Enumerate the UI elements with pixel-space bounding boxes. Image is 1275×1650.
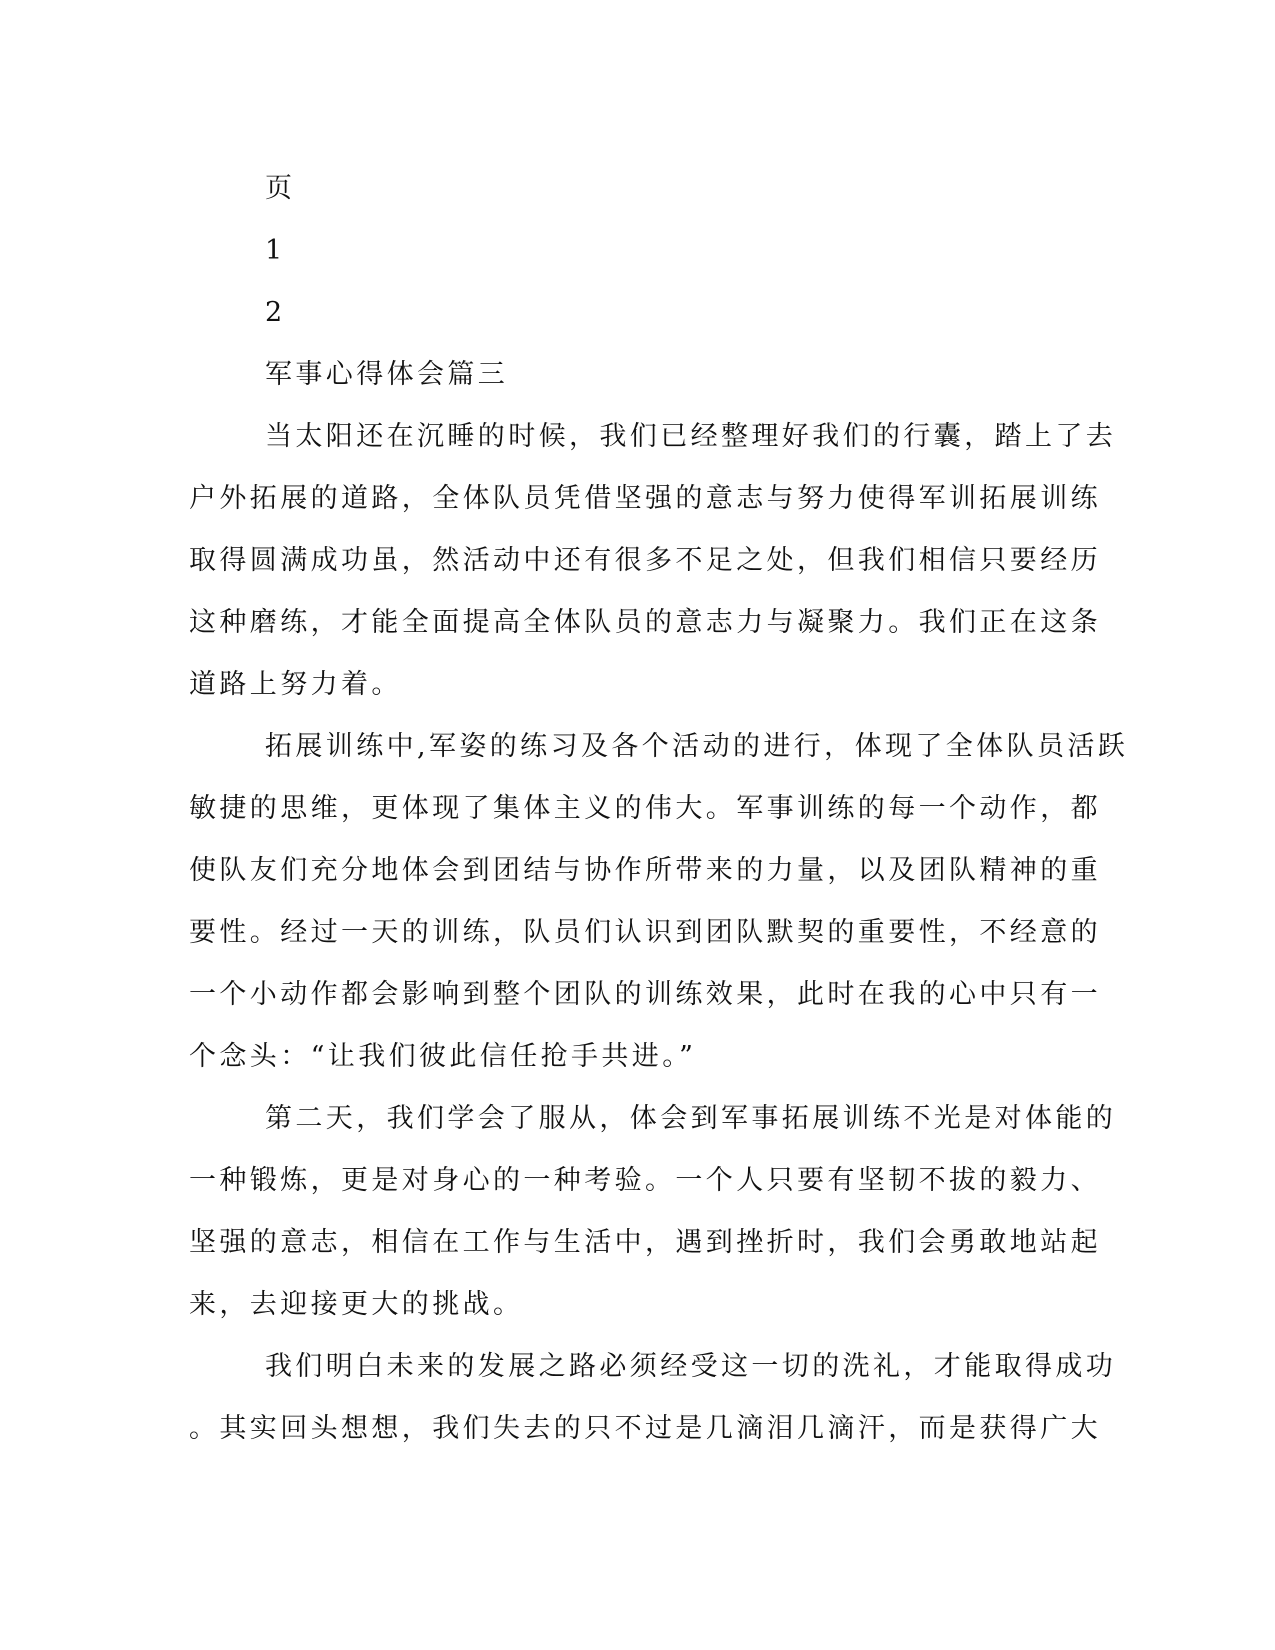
paragraph-3: [189, 1088, 1117, 1336]
paragraph-2: [189, 716, 1129, 1088]
paragraph-line: 取得圆满成功虽，然活动中还有很多不足之处，但我们相信只要经历: [189, 545, 1101, 576]
paragraph-line: 一种锻炼，更是对身心的一种考验。一个人只要有坚韧不拔的毅力、: [189, 1165, 1101, 1196]
paragraph-line: 使队友们充分地体会到团结与协作所带来的力量，以及团队精神的重: [189, 855, 1101, 886]
paragraph-line: 户外拓展的道路，全体队员凭借坚强的意志与努力使得军训拓展训练: [189, 483, 1101, 514]
paragraph-line: 我们明白未来的发展之路必须经受这一切的洗礼，才能取得成功: [265, 1351, 1117, 1382]
document-body: [189, 158, 1129, 1460]
paragraph-line: 道路上努力着。: [189, 669, 402, 700]
paragraph-line: 来，去迎接更大的挑战。: [189, 1289, 524, 1320]
page-link-1[interactable]: 1: [265, 235, 283, 266]
paragraph-line: 当太阳还在沉睡的时候，我们已经整理好我们的行囊，踏上了去: [265, 421, 1117, 452]
paragraph-line: 个念头：“让我们彼此信任抢手共进。”: [189, 1041, 697, 1072]
paragraph-line: 一个小动作都会影响到整个团队的训练效果，此时在我的心中只有一: [189, 979, 1101, 1010]
paragraph-line: 拓展训练中,军姿的练习及各个活动的进行，体现了全体队员活跃: [265, 731, 1129, 762]
paragraph-line: 。其实回头想想，我们失去的只不过是几滴泪几滴汗，而是获得广大: [189, 1413, 1101, 1444]
section-title: 军事心得体会篇三: [265, 359, 509, 390]
paragraph-line: 坚强的意志，相信在工作与生活中，遇到挫折时，我们会勇敢地站起: [189, 1227, 1101, 1258]
paragraph-line: 这种磨练，才能全面提高全体队员的意志力与凝聚力。我们正在这条: [189, 607, 1101, 638]
paragraph-line: 要性。经过一天的训练，队员们认识到团队默契的重要性，不经意的: [189, 917, 1101, 948]
paragraph-line: 第二天，我们学会了服从，体会到军事拓展训练不光是对体能的: [265, 1103, 1117, 1134]
paragraph-line: 敏捷的思维，更体现了集体主义的伟大。军事训练的每一个动作，都: [189, 793, 1101, 824]
paragraph-1: [189, 406, 1117, 716]
paragraph-4: [189, 1336, 1117, 1460]
page-link-2[interactable]: 2: [265, 297, 283, 328]
page-label: 页: [265, 173, 292, 204]
